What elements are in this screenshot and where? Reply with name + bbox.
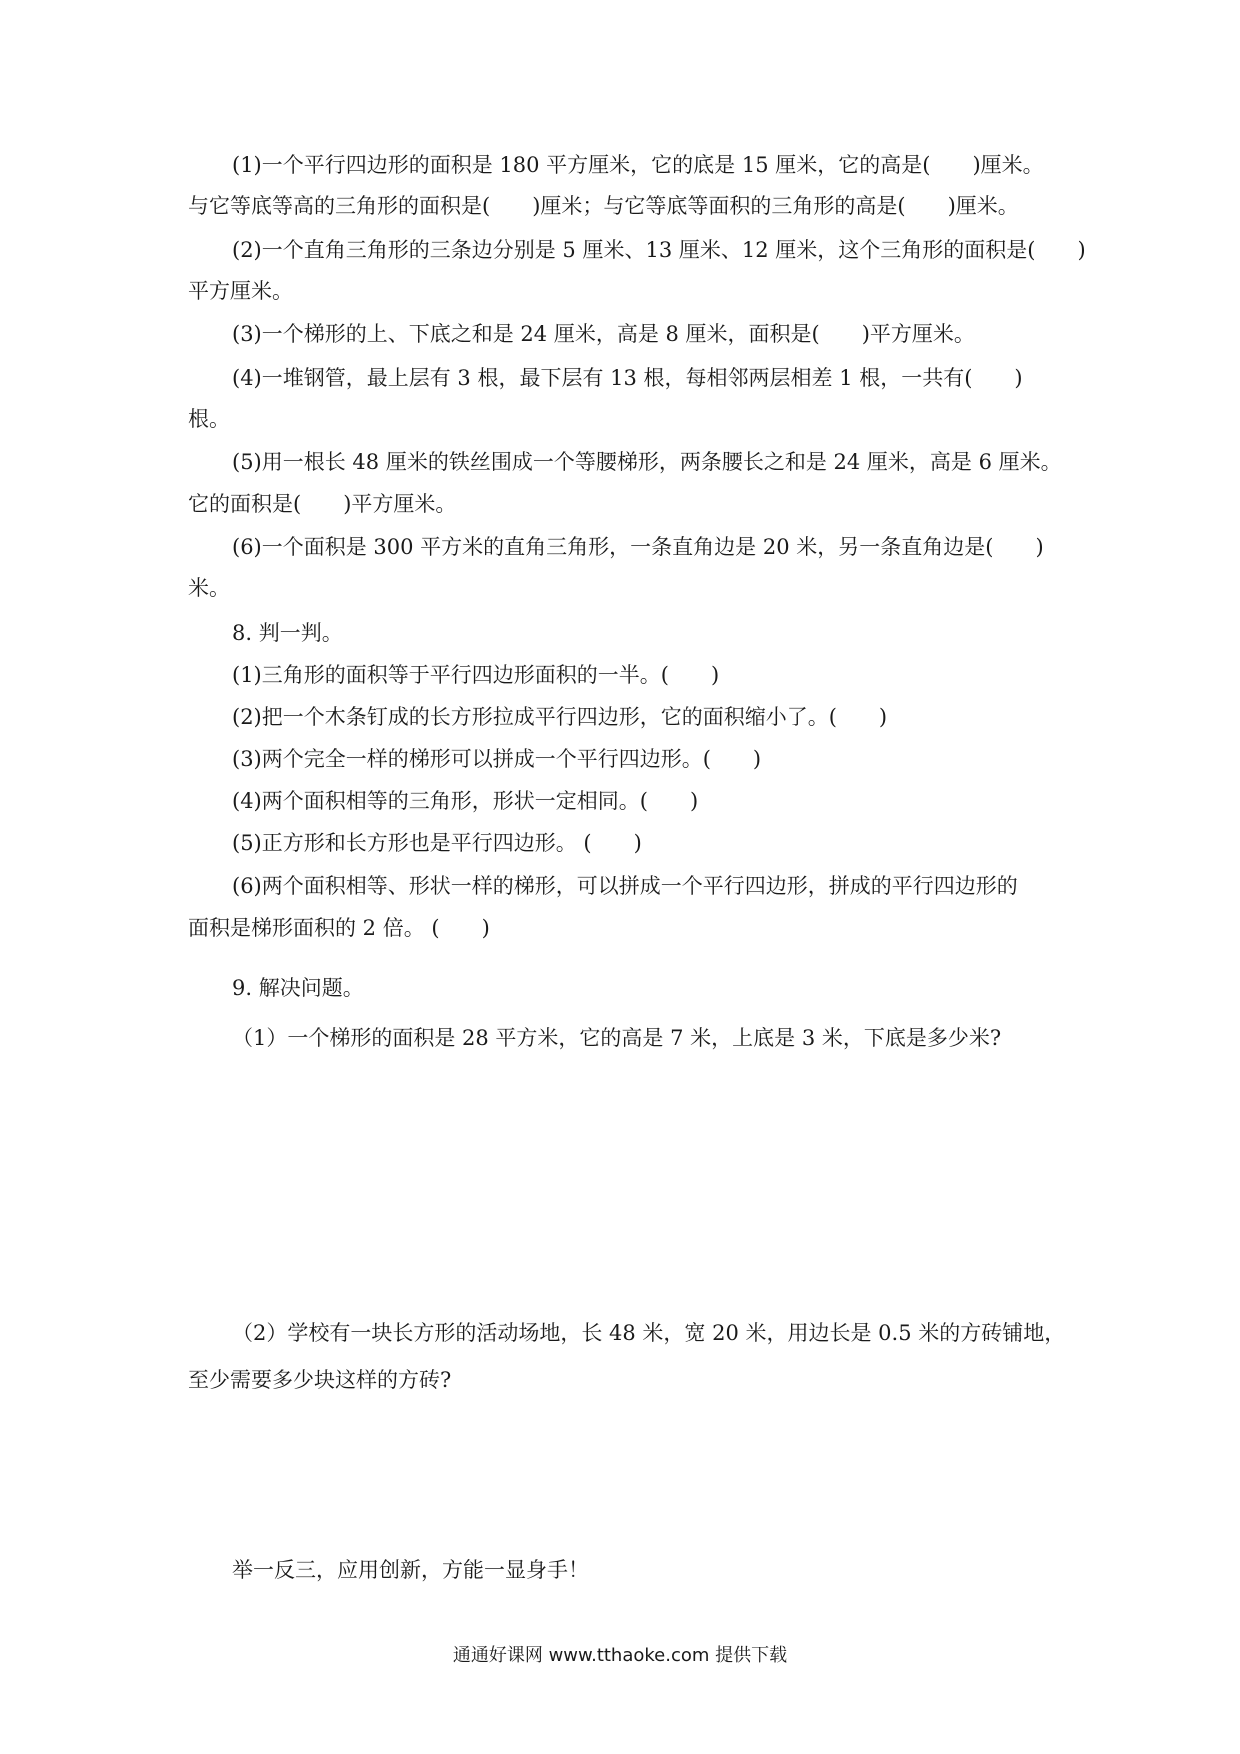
q2-line2: 平方厘米。 — [188, 279, 293, 303]
q1-line1: (1)一个平行四边形的面积是 180 平方厘米，它的底是 15 厘米，它的高是( )厘米。 — [232, 153, 1044, 177]
q6-line1: (6)一个面积是 300 平方米的直角三角形，一条直角边是 20 米，另一条直角边是( ) — [232, 535, 1044, 559]
problem-2-line2: 至少需要多少块这样的方砖? — [188, 1368, 452, 1392]
q4-line2: 根。 — [188, 407, 230, 431]
judge-item-3: (3)两个完全一样的梯形可以拼成一个平行四边形。( ) — [232, 747, 762, 771]
q4-line1: (4)一堆钢管，最上层有 3 根，最下层有 13 根，每相邻两层相差 1 根，一共有( ) — [232, 366, 1023, 390]
q5-line2: 它的面积是( )平方厘米。 — [188, 492, 457, 516]
footer-credit: 通通好课网 www.tthaoke.com 提供下载 — [452, 1645, 788, 1666]
judge-item-2: (2)把一个木条钉成的长方形拉成平行四边形，它的面积缩小了。( ) — [232, 705, 888, 729]
judge-item-1: (1)三角形的面积等于平行四边形面积的一半。( ) — [232, 663, 720, 687]
section9-heading: 9. 解决问题。 — [232, 976, 364, 1000]
problem-2-line1: （2）学校有一块长方形的活动场地，长 48 米，宽 20 米，用边长是 0.5 米的方砖铺地， — [232, 1321, 1066, 1345]
judge-item-4: (4)两个面积相等的三角形，形状一定相同。( ) — [232, 789, 699, 813]
judge-item-5: (5)正方形和长方形也是平行四边形。 ( ) — [232, 831, 642, 855]
q2-line1: (2)一个直角三角形的三条边分别是 5 厘米、13 厘米、12 厘米，这个三角形的面积是( ) — [232, 238, 1086, 262]
section8-heading: 8. 判一判。 — [232, 621, 343, 645]
q1-line2: 与它等底等高的三角形的面积是( )厘米；与它等底等面积的三角形的高是( )厘米。 — [188, 194, 1019, 218]
motto: 举一反三，应用创新，方能一显身手！ — [232, 1558, 589, 1582]
q5-line1: (5)用一根长 48 厘米的铁丝围成一个等腰梯形，两条腰长之和是 24 厘米，高是 6 厘米。 — [232, 450, 1062, 474]
q6-line2: 米。 — [188, 576, 230, 600]
judge-item-6-line2: 面积是梯形面积的 2 倍。 ( ) — [188, 916, 490, 940]
problem-1: （1）一个梯形的面积是 28 平方米，它的高是 7 米，上底是 3 米，下底是多少米? — [232, 1026, 1002, 1050]
q3-line1: (3)一个梯形的上、下底之和是 24 厘米，高是 8 厘米，面积是( )平方厘米。 — [232, 322, 975, 346]
judge-item-6-line1: (6)两个面积相等、形状一样的梯形，可以拼成一个平行四边形，拼成的平行四边形的 — [232, 874, 1018, 898]
